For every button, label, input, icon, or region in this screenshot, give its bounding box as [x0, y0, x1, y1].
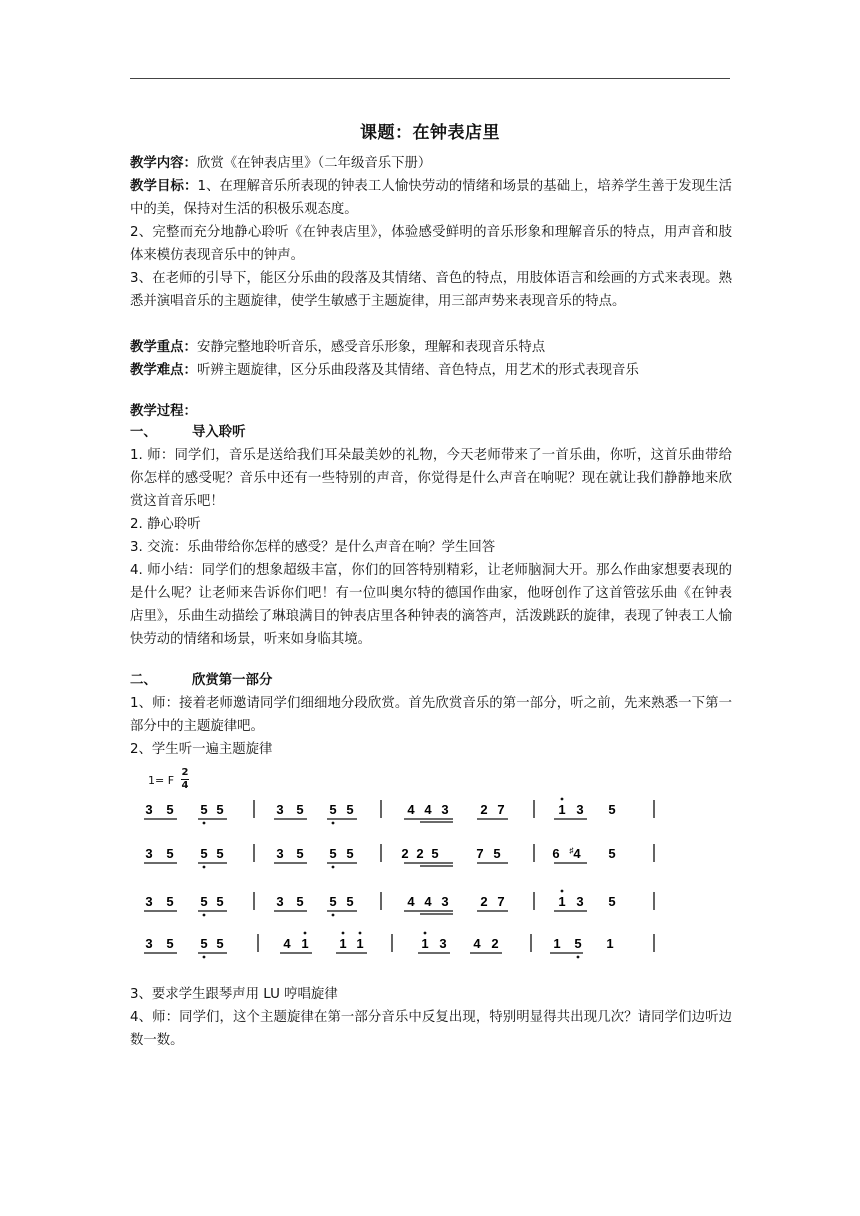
octave-dot-low	[203, 866, 206, 869]
score-note: 5	[329, 846, 337, 861]
process-heading: 教学过程：	[130, 404, 197, 419]
section-2-item-2: 2、学生听一遍主题旋律	[130, 742, 273, 757]
score-note: 5	[296, 802, 304, 817]
octave-dot-low	[203, 822, 206, 825]
score-note: 4	[424, 894, 432, 909]
octave-dot-low	[332, 822, 335, 825]
score-note: 1	[356, 936, 364, 951]
section-1-item-1: 1. 师：同学们，音乐是送给我们耳朵最美妙的礼物，今天老师带来了一首乐曲，你听，这首乐曲带给你怎样的感受呢？音乐中还有一些特别的声音，你觉得是什么声音在响呢？现在就让我们静静地来欣赏这首音乐吧！	[130, 448, 732, 509]
score-note: 2	[480, 894, 488, 909]
score-note: ♯4	[569, 846, 581, 861]
score-note: 5	[493, 846, 501, 861]
section-1-heading: 一、 导入聆听	[130, 425, 246, 440]
score-note: 5	[574, 936, 582, 951]
melody-score	[0, 790, 860, 990]
score-note: 5	[216, 846, 224, 861]
page-title: 课题：在钟表店里	[360, 123, 500, 143]
score-note: 3	[576, 802, 584, 817]
score-note: 3	[441, 802, 449, 817]
score-note: 5	[329, 894, 337, 909]
score-note: 5	[166, 846, 174, 861]
info-content: 教学内容：欣赏《在钟表店里》（二年级音乐下册）	[130, 156, 432, 171]
octave-dot-high	[342, 932, 345, 935]
section-1-item-2: 2. 静心聆听	[130, 517, 201, 532]
score-key: 1= F	[148, 774, 175, 787]
score-note: 5	[166, 894, 174, 909]
score-note: 1	[553, 936, 561, 951]
score-note: 1	[558, 894, 566, 909]
score-note: 5	[329, 802, 337, 817]
score-note: 5	[431, 846, 439, 861]
score-note: 1	[301, 936, 309, 951]
section-2-heading: 二、 欣赏第一部分	[130, 673, 273, 688]
score-note: 5	[200, 894, 208, 909]
time-signature-top: 2	[181, 767, 189, 778]
score-note: 5	[216, 802, 224, 817]
score-note: 2	[416, 846, 424, 861]
score-note: 7	[476, 846, 484, 861]
score-note: 7	[497, 802, 505, 817]
score-note: 3	[276, 846, 284, 861]
score-note: 4	[407, 894, 415, 909]
octave-dot-low	[332, 866, 335, 869]
octave-dot-low	[332, 914, 335, 917]
section-2-item-1: 1、师：接着老师邀请同学们细细地分段欣赏。首先欣赏音乐的第一部分，听之前，先来熟悉一下第一部分中的主题旋律吧。	[130, 696, 732, 734]
score-note: 1	[606, 936, 614, 951]
time-signature-bottom: 4	[181, 780, 189, 791]
octave-dot-high	[424, 932, 427, 935]
score-note: 5	[296, 846, 304, 861]
score-note: 3	[145, 846, 153, 861]
score-note: 5	[166, 936, 174, 951]
score-note: 3	[276, 894, 284, 909]
octave-dot-low	[203, 914, 206, 917]
score-note: 5	[608, 802, 616, 817]
score-note: 3	[145, 802, 153, 817]
score-note: 5	[296, 894, 304, 909]
info-difficulty: 教学难点：听辨主题旋律，区分乐曲段落及其情绪、音色特点，用艺术的形式表现音乐	[130, 363, 639, 378]
info-goal-3: 3、在老师的引导下，能区分乐曲的段落及其情绪、音色的特点，用肢体语言和绘画的方式来表现。熟悉并演唱音乐的主题旋律，使学生敏感于主题旋律，用三部声势来表现音乐的特点。	[130, 271, 732, 309]
score-note: 7	[497, 894, 505, 909]
score-note: 5	[608, 846, 616, 861]
score-note: 4	[424, 802, 432, 817]
octave-dot-low	[577, 956, 580, 959]
score-note: 5	[346, 894, 354, 909]
score-note: 5	[346, 802, 354, 817]
score-note: 5	[166, 802, 174, 817]
octave-dot-high	[359, 932, 362, 935]
score-note: 3	[576, 894, 584, 909]
octave-dot-low	[203, 956, 206, 959]
score-note: 3	[276, 802, 284, 817]
score-note: 2	[480, 802, 488, 817]
score-note: 1	[421, 936, 429, 951]
info-goal-1: 教学目标：1、在理解音乐所表现的钟表工人愉快劳动的情绪和场景的基础上，培养学生善于发现生活中的美，保持对生活的积极乐观态度。	[130, 179, 732, 217]
score-note: 4	[473, 936, 481, 951]
score-note: 6	[552, 846, 560, 861]
score-note: 5	[200, 846, 208, 861]
section-1-item-4: 4. 师小结：同学们的想象超级丰富，你们的回答特别精彩，让老师脑洞大开。那么作曲家想要表现的是什么呢？让老师来告诉你们吧！有一位叫奥尔特的德国作曲家，他呀创作了这首管弦乐曲《在钟表店里》，乐曲生动描绘了琳琅满目的钟表店里各种钟表的滴答声，活泼跳跃的旋律，表现了钟表工人愉快劳动的情绪和场景，听来如身临其境。	[130, 563, 732, 647]
score-note: 3	[439, 936, 447, 951]
score-note: 2	[401, 846, 409, 861]
section-2-item-3: 3、要求学生跟琴声用 LU 哼唱旋律	[130, 987, 338, 1002]
octave-dot-high	[561, 890, 564, 893]
score-note: 5	[608, 894, 616, 909]
section-2-item-4: 4、师：同学们，这个主题旋律在第一部分音乐中反复出现，特别明显得共出现几次？请同学们边听边数一数。	[130, 1010, 732, 1048]
score-note: 1	[558, 802, 566, 817]
score-note: 5	[346, 846, 354, 861]
info-goal-2: 2、完整而充分地静心聆听《在钟表店里》，体验感受鲜明的音乐形象和理解音乐的特点，用声音和肢体来模仿表现音乐中的钟声。	[130, 225, 732, 263]
section-1-item-3: 3. 交流：乐曲带给你怎样的感受？是什么声音在响？学生回答	[130, 540, 496, 555]
score-note: 5	[200, 802, 208, 817]
score-note: 3	[441, 894, 449, 909]
header-rule	[130, 78, 730, 79]
time-signature	[181, 768, 189, 791]
score-note: 4	[407, 802, 415, 817]
score-note: 5	[200, 936, 208, 951]
octave-dot-high	[561, 798, 564, 801]
score-note: 5	[216, 894, 224, 909]
score-note: 1	[339, 936, 347, 951]
score-note: 5	[216, 936, 224, 951]
score-note: 3	[145, 936, 153, 951]
octave-dot-high	[304, 932, 307, 935]
score-note: 3	[145, 894, 153, 909]
score-note: 2	[491, 936, 499, 951]
info-key-point: 教学重点：安静完整地聆听音乐，感受音乐形象，理解和表现音乐特点	[130, 340, 546, 355]
score-note: 4	[283, 936, 291, 951]
